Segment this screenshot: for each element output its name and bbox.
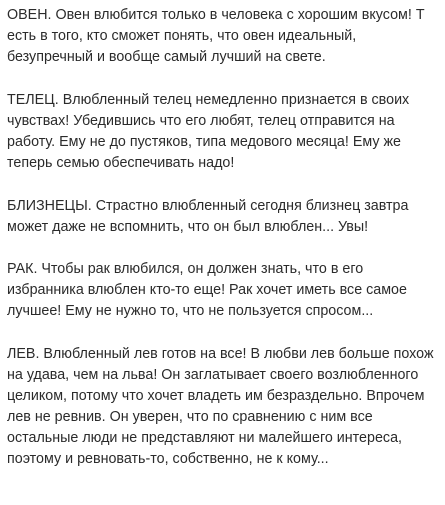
text-line: лев не ревнив. Он уверен, что по сравнению с ним все bbox=[7, 409, 373, 425]
text-line: работу. Ему не до пустяков, типа медового месяца! Ему же bbox=[7, 134, 401, 150]
paragraph-lev bbox=[7, 344, 434, 470]
text-line: есть в того, кто сможет понять, что овен идеальный, bbox=[7, 28, 357, 44]
text-line: лучшее! Ему не нужно то, что не пользуется спросом... bbox=[7, 303, 374, 319]
text-line: целиком, потому что хочет владеть им безраздельно. Впрочем bbox=[7, 388, 425, 404]
text-line: может даже не вспомнить, что он был влюблен... Увы! bbox=[7, 219, 369, 235]
text-line: чувствах! Убедившись что его любят, телец отправится на bbox=[7, 113, 395, 129]
text-line: теперь семью обеспечивать надо! bbox=[7, 155, 235, 171]
text-line: поэтому и ревновать-то, собственно, не к кому... bbox=[7, 451, 329, 467]
text-line: остальные люди не представляют ни малейшего интереса, bbox=[7, 430, 402, 446]
text-line: ОВЕН. Овен влюбится только в человека с хорошим вкусом! Т bbox=[7, 7, 425, 23]
text-line: РАК. Чтобы рак влюбился, он должен знать, что в его bbox=[7, 261, 364, 277]
paragraph-rak bbox=[7, 259, 407, 322]
paragraph-telets bbox=[7, 90, 409, 174]
text-line: на удава, чем на льва! Он заглатывает своего возлюбленного bbox=[7, 367, 419, 383]
paragraph-bliznetsy bbox=[7, 196, 408, 238]
paragraph-oven bbox=[7, 5, 425, 68]
text-line: избранника влюблен кто-то еще! Рак хочет иметь все самое bbox=[7, 282, 407, 298]
text-line: БЛИЗНЕЦЫ. Страстно влюбленный сегодня близнец завтра bbox=[7, 198, 409, 214]
text-line: ЛЕВ. Влюбленный лев готов на все! В любви лев больше похож bbox=[7, 346, 434, 362]
text-line: безупречный и вообще самый лучший на свете. bbox=[7, 49, 326, 65]
text-line: ТЕЛЕЦ. Влюбленный телец немедленно признается в своих bbox=[7, 92, 410, 108]
